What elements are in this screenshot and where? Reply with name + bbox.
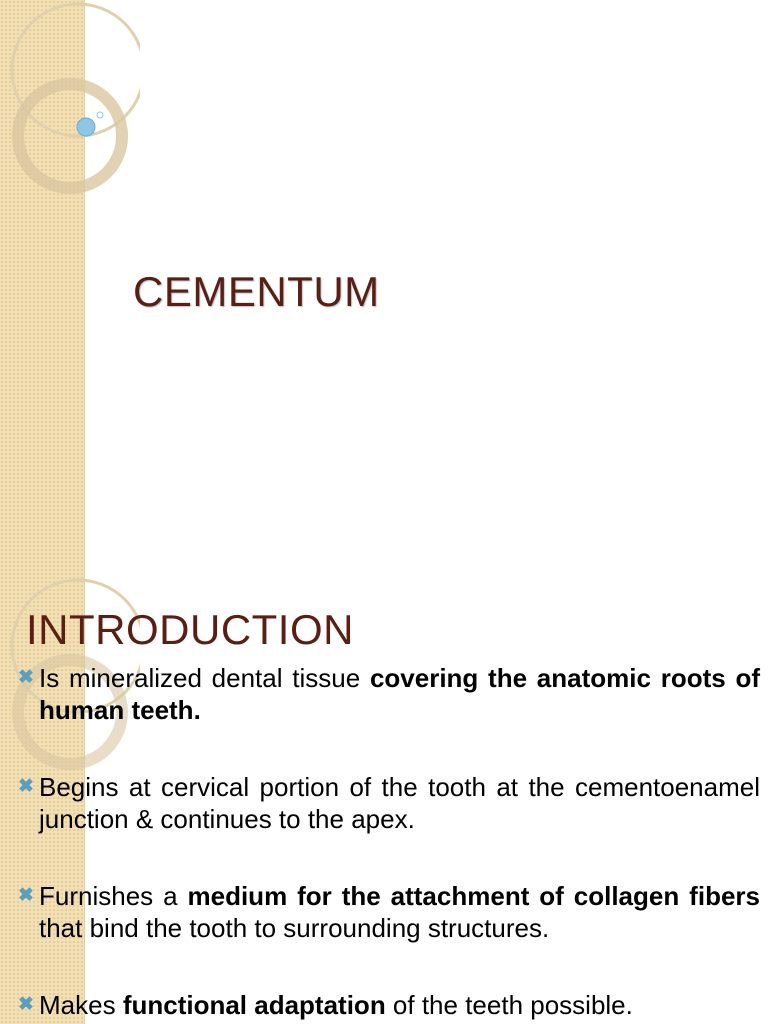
bullet-bold-text: medium for the attachment of collagen fibers [187, 881, 760, 911]
cross-bullet-icon: ✖ [18, 667, 34, 688]
cross-bullet-icon: ✖ [18, 885, 34, 906]
list-item [18, 989, 760, 1021]
bullet-text: Begins at cervical portion of the tooth at the cementoenamel junction & continues to the apex. [39, 772, 760, 834]
cross-bullet-icon: ✖ [18, 994, 34, 1015]
bullet-text: that bind the tooth to surrounding structures. [39, 913, 550, 943]
list-item [18, 662, 760, 726]
bullet-text: of the teeth possible. [385, 990, 633, 1020]
bullet-text: Is mineralized dental tissue [39, 663, 370, 693]
bullet-bold-text: functional adaptation [122, 990, 386, 1020]
list-item [18, 880, 760, 944]
slide-heading: INTRODUCTION [26, 606, 354, 653]
slide-title: CEMENTUM [133, 268, 380, 315]
cross-bullet-icon: ✖ [18, 776, 34, 797]
ring-decoration-icon [0, 0, 140, 200]
bullet-text: Furnishes a [39, 881, 188, 911]
list-item [18, 771, 760, 835]
bullet-text: Makes [39, 990, 123, 1020]
bullet-list [18, 662, 760, 1021]
introduction-slide [0, 576, 768, 1024]
bullet-bold-text: covering the anatomic roots of human teeth. [39, 663, 760, 725]
